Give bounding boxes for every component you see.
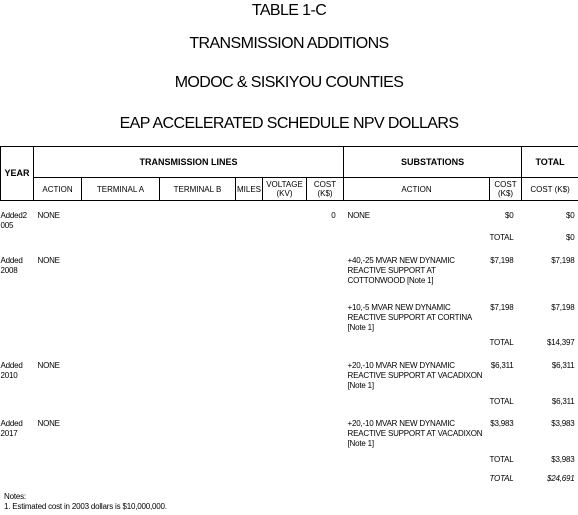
sub-cost-cell: $0 <box>505 210 514 220</box>
header-transmission-lines: TRANSMISSION LINES <box>34 147 344 178</box>
total-cell: $6,311 <box>551 360 575 370</box>
total-cell: $3,983 <box>551 454 575 464</box>
subtitle-schedule: EAP ACCELERATED SCHEDULE NPV DOLLARS <box>119 115 459 132</box>
total-label: TOTAL <box>489 337 514 347</box>
sub-action-cell: NONE <box>347 210 370 220</box>
sub-action-cell: +10,-5 MVAR NEW DYNAMIC REACTIVE SUPPORT AT CORTINA [Note 1] <box>347 302 472 332</box>
total-cell: $14,397 <box>547 337 575 347</box>
sub-action-cell: +20,-10 MVAR NEW DYNAMIC REACTIVE SUPPORT AT VACADIXON [Note 1] <box>347 418 483 448</box>
header-sub-cost: COST (K$) <box>490 178 522 201</box>
year-cell: Added 2008 <box>0 255 23 275</box>
table-row <box>1 338 578 361</box>
action-cell: NONE <box>37 360 60 370</box>
table-row <box>1 361 578 397</box>
total-label: TOTAL <box>489 454 514 464</box>
header-terminal-a: TERMINAL A <box>82 178 160 201</box>
notes <box>4 492 167 512</box>
table-row <box>1 455 578 474</box>
table-row <box>1 233 578 256</box>
table-row <box>1 397 578 419</box>
header-cost: COST (K$) <box>307 178 344 201</box>
header-sub-action: ACTION <box>344 178 490 201</box>
table-row <box>1 256 578 303</box>
total-label: TOTAL <box>489 396 514 406</box>
cost-cell: 0 <box>331 210 336 220</box>
action-cell: NONE <box>37 210 60 220</box>
year-cell: Added 2010 <box>0 360 23 380</box>
grand-total-label: TOTAL <box>489 473 514 483</box>
table-row <box>1 303 578 338</box>
total-cell: $7,198 <box>551 255 575 265</box>
action-cell: NONE <box>37 255 60 265</box>
total-label: TOTAL <box>489 232 514 242</box>
sub-cost-cell: $3,983 <box>490 418 514 428</box>
total-cell: $6,311 <box>551 396 575 406</box>
header-terminal-b: TERMINAL B <box>160 178 236 201</box>
header-miles: MILES <box>236 178 263 201</box>
sub-cost-cell: $6,311 <box>490 360 514 370</box>
note-1: 1. Estimated cost in 2003 dollars is $10,000,000. <box>4 502 167 511</box>
sub-action-cell: +20,-10 MVAR NEW DYNAMIC REACTIVE SUPPORT AT VACADIXON [Note 1] <box>347 360 483 390</box>
table-title: TABLE 1-C <box>251 2 327 19</box>
sub-action-cell: +40,-25 MVAR NEW DYNAMIC REACTIVE SUPPORT AT COTTONWOOD [Note 1] <box>347 255 455 285</box>
header-year: YEAR <box>1 147 34 201</box>
header-voltage: VOLTAGE (KV) <box>263 178 307 201</box>
grand-total-cell: $24,691 <box>547 473 575 483</box>
action-cell: NONE <box>37 418 60 428</box>
sub-cost-cell: $7,198 <box>490 255 514 265</box>
total-cell: $0 <box>566 232 575 242</box>
table-row <box>1 474 578 488</box>
header-total-cost: COST (K$) <box>522 178 578 201</box>
header-total: TOTAL <box>522 147 578 178</box>
year-cell: Added 2017 <box>0 418 23 438</box>
header-substations: SUBSTATIONS <box>344 147 522 178</box>
header-action: ACTION <box>34 178 82 201</box>
sub-cost-cell: $7,198 <box>490 302 514 312</box>
transmission-additions-table <box>0 146 578 488</box>
table-row <box>1 419 578 455</box>
subtitle-counties: MODOC & SISKIYOU COUNTIES <box>174 74 404 91</box>
total-cell: $3,983 <box>551 418 575 428</box>
table-row <box>1 211 578 233</box>
total-cell: $0 <box>566 210 575 220</box>
subtitle-transmission-additions: TRANSMISSION ADDITIONS <box>189 35 389 52</box>
year-cell: Added2 005 <box>0 210 27 230</box>
notes-heading: Notes: <box>4 492 26 501</box>
total-cell: $7,198 <box>551 302 575 312</box>
